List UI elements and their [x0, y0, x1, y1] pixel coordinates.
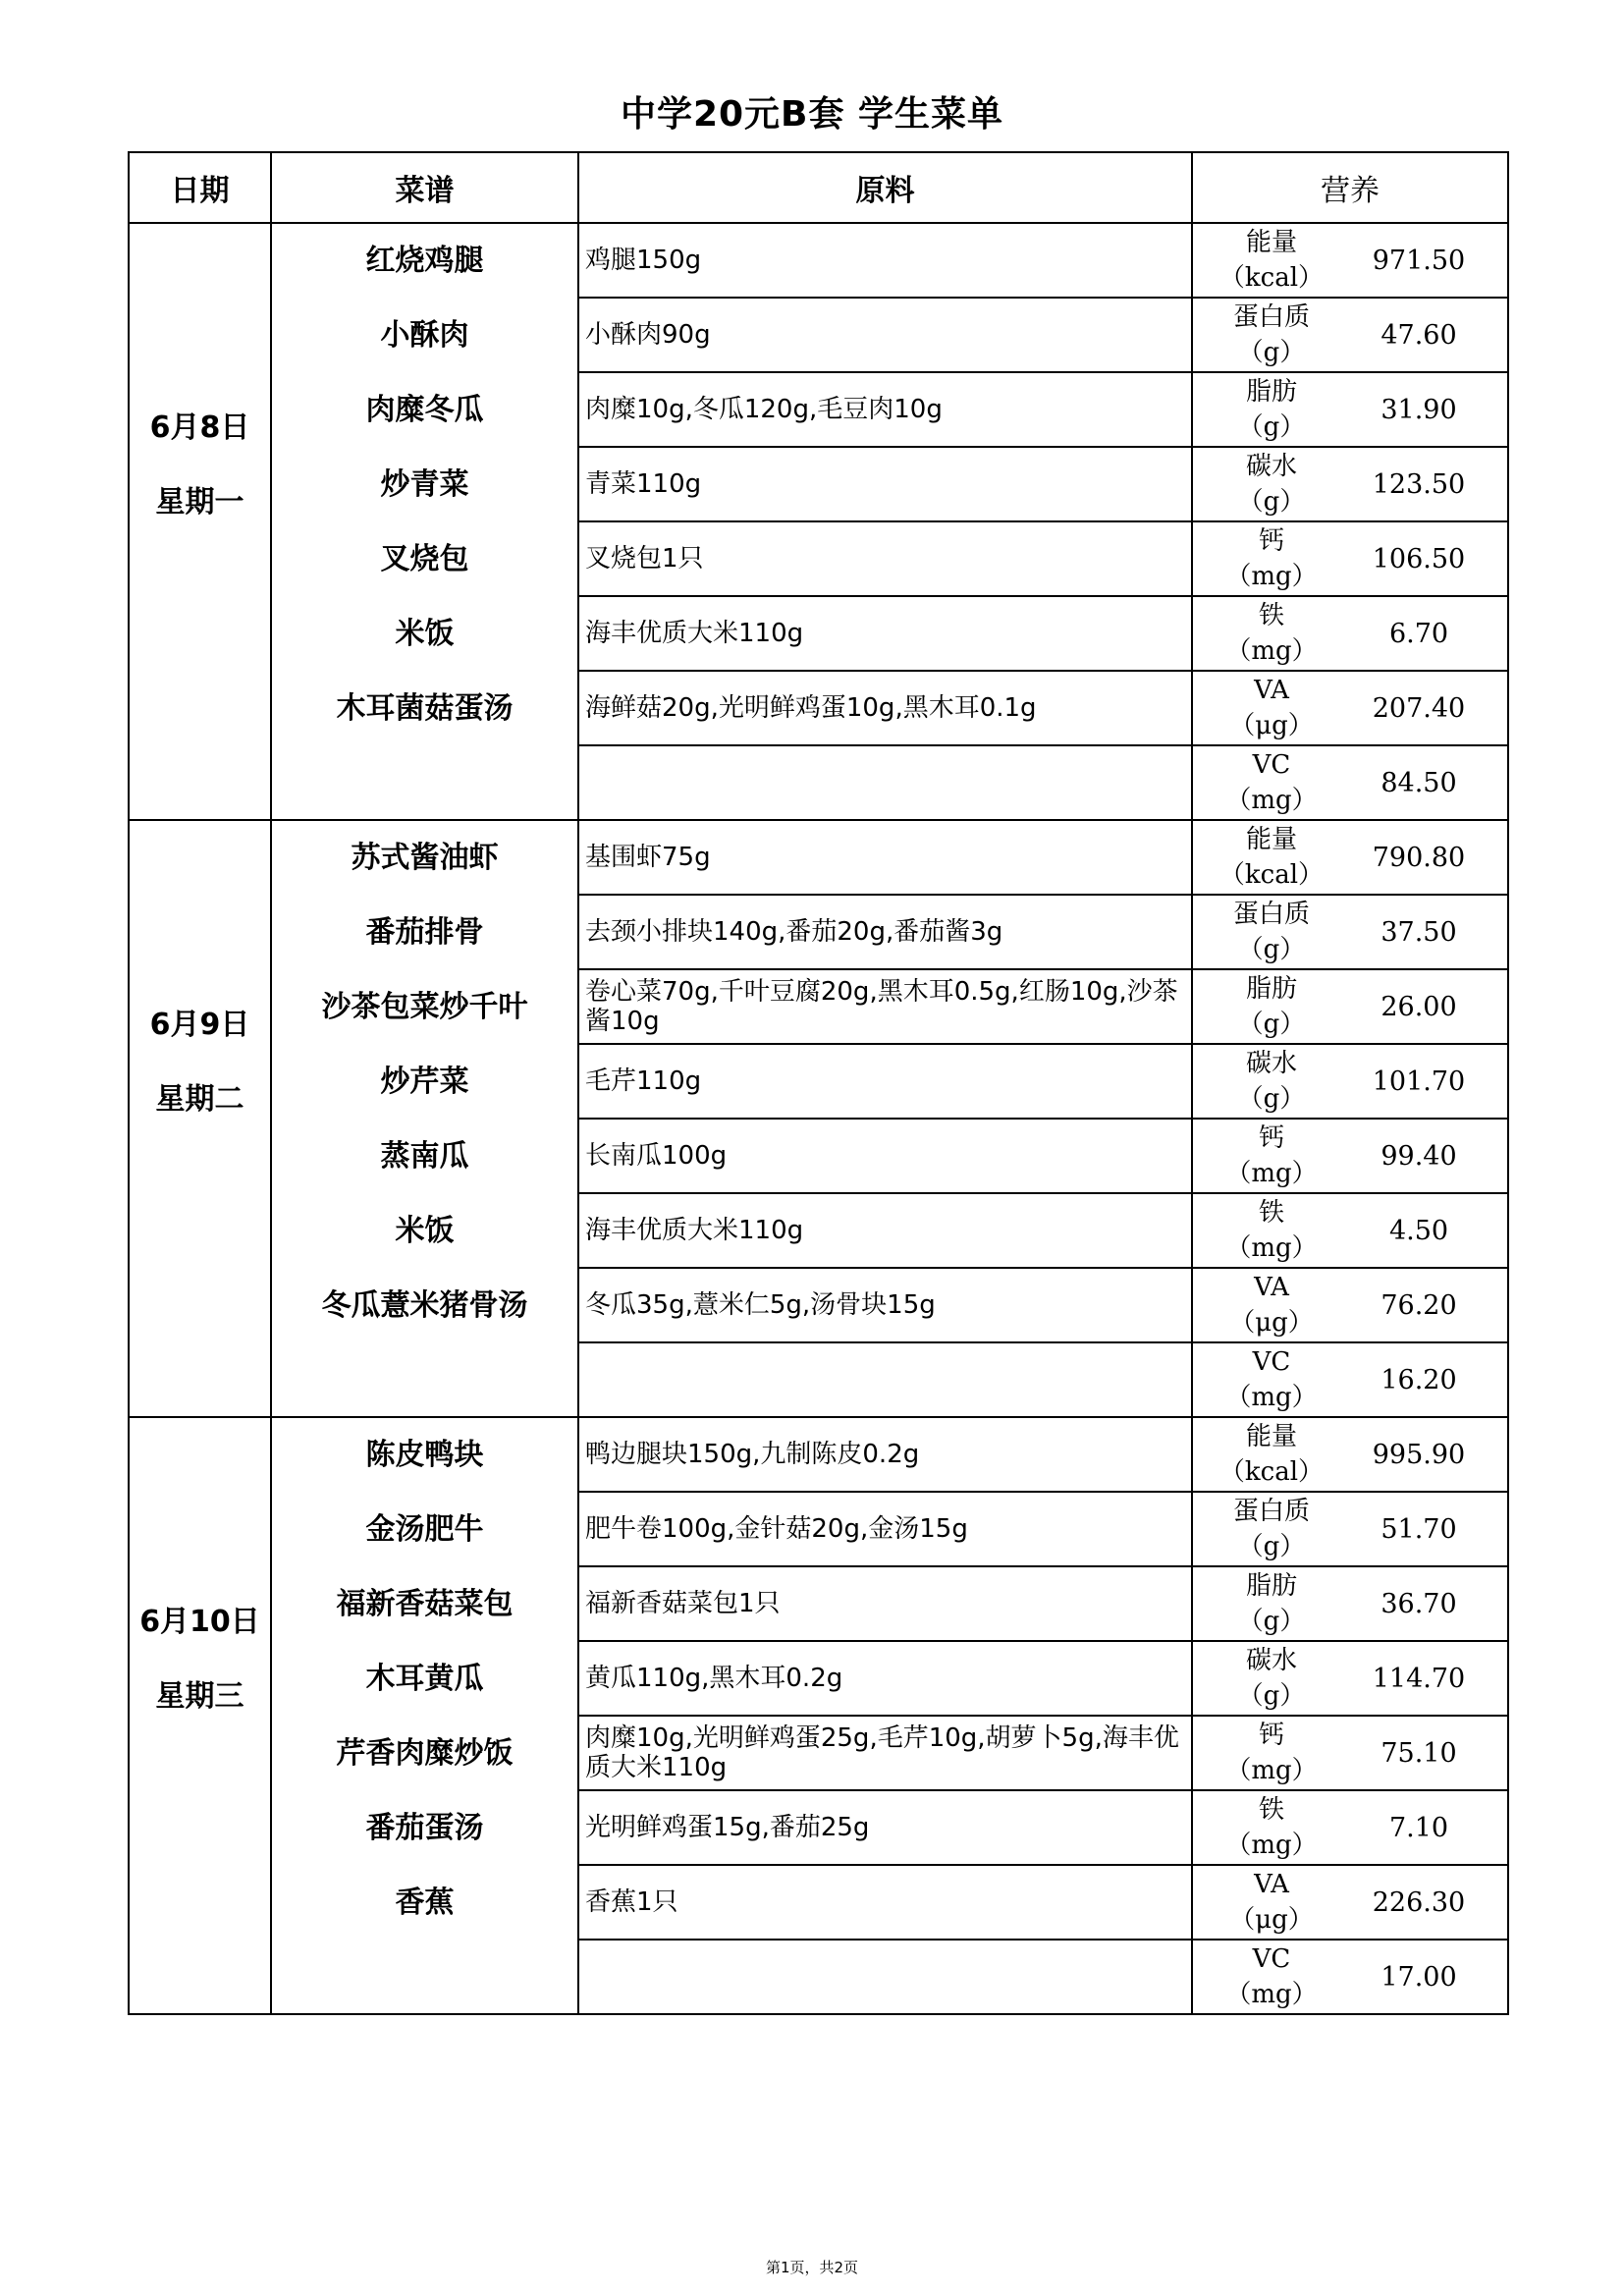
nutrition-cell: [1192, 820, 1508, 1417]
ingredient-row: 叉烧包1只: [579, 522, 1191, 597]
ingredients-cell: [578, 820, 1192, 1417]
nutrient-name: 碳水: [1245, 1049, 1297, 1078]
nutrient-name: VA: [1254, 1870, 1289, 1899]
nutrient-label: [1193, 449, 1350, 519]
menu-body: [129, 223, 1508, 2014]
nutrient-label: [1193, 971, 1350, 1042]
date-cell: [129, 820, 271, 1417]
dish-cell: [271, 820, 578, 1417]
nutrient-value: 84.50: [1380, 767, 1457, 798]
date-cell: [129, 223, 271, 820]
ingredients-cell: [578, 1417, 1192, 2014]
table-header-row: [129, 152, 1508, 223]
nutrient-unit: （kcal）: [1218, 860, 1325, 890]
nutrition-row: [1193, 1493, 1507, 1567]
nutrient-label: [1193, 673, 1350, 743]
nutrient-label: [1193, 1344, 1350, 1415]
nutrient-label: [1193, 1792, 1350, 1863]
nutrient-value: 75.10: [1380, 1737, 1457, 1769]
nutrient-label: [1193, 1046, 1350, 1117]
dish-cell: [271, 223, 578, 820]
nutrition-row: [1193, 896, 1507, 970]
dish-name: 苏式酱油虾: [351, 841, 499, 875]
weekday-label: 星期一: [155, 485, 244, 519]
ingredient-row: 毛芹110g: [579, 1045, 1191, 1120]
nutrient-name: VC: [1252, 1347, 1291, 1377]
nutrient-name: 碳水: [1245, 1646, 1297, 1675]
ingredients-cell: [578, 223, 1192, 820]
nutrient-name: VC: [1252, 1944, 1291, 1974]
dish-name: 小酥肉: [380, 318, 469, 353]
nutrient-label: [1193, 1643, 1350, 1714]
menu-table: [128, 151, 1509, 2015]
nutrition-row: [1193, 1418, 1507, 1493]
nutrient-label: [1193, 1568, 1350, 1639]
dish-name: 陈皮鸭块: [365, 1438, 484, 1472]
nutrient-value: 207.40: [1372, 692, 1466, 724]
nutrient-name: 蛋白质: [1232, 302, 1310, 332]
nutrition-row: [1193, 1045, 1507, 1120]
nutrition-row: [1193, 299, 1507, 373]
page-footer: 第1页，共2页: [765, 2259, 859, 2276]
ingredient-row: 肥牛卷100g,金针菇20g,金汤15g: [579, 1493, 1191, 1567]
nutrition-row: [1193, 672, 1507, 746]
nutrition-row: [1193, 1717, 1507, 1791]
nutrition-row: [1193, 1866, 1507, 1941]
date-label: 6月8日: [149, 410, 250, 445]
ingredient-row: 青菜110g: [579, 448, 1191, 522]
nutrient-unit: （μg）: [1229, 711, 1314, 740]
ingredient-row: 基围虾75g: [579, 821, 1191, 896]
nutrient-label: [1193, 1941, 1350, 2012]
ingredient-row: [579, 1343, 1191, 1416]
nutrient-label: [1193, 1270, 1350, 1340]
nutrient-unit: （mg）: [1225, 1980, 1318, 2009]
nutrient-value: 26.00: [1380, 991, 1457, 1022]
nutrient-unit: （mg）: [1225, 786, 1318, 815]
nutrient-label: [1193, 1494, 1350, 1564]
ingredient-row: 海鲜菇20g,光明鲜鸡蛋10g,黑木耳0.1g: [579, 672, 1191, 746]
ingredient-row: 冬瓜35g,薏米仁5g,汤骨块15g: [579, 1269, 1191, 1343]
date-label: 6月10日: [139, 1605, 260, 1639]
nutrient-unit: （mg）: [1225, 1159, 1318, 1188]
nutrient-value: 790.80: [1372, 842, 1466, 873]
nutrition-row: [1193, 522, 1507, 597]
nutrient-name: 能量: [1245, 1422, 1297, 1451]
nutrient-name: VA: [1254, 1273, 1289, 1302]
nutrient-name: 脂肪: [1245, 974, 1297, 1004]
nutrient-unit: （mg）: [1225, 1383, 1318, 1412]
nutrient-value: 17.00: [1380, 1961, 1457, 1993]
ingredient-row: 黄瓜110g,黑木耳0.2g: [579, 1642, 1191, 1717]
nutrient-value: 4.50: [1388, 1215, 1449, 1246]
nutrient-value: 36.70: [1380, 1588, 1457, 1619]
nutrition-row: [1193, 1120, 1507, 1194]
nutrient-name: 碳水: [1245, 452, 1297, 481]
page-title: 中学20元B套 学生菜单: [620, 94, 1004, 135]
nutrient-label: [1193, 598, 1350, 669]
ingredient-row: 小酥肉90g: [579, 299, 1191, 373]
dish-name: 蒸南瓜: [380, 1139, 469, 1174]
nutrient-unit: （g）: [1237, 1681, 1306, 1711]
ingredient-row: [579, 746, 1191, 819]
ingredient-row: 福新香菇菜包1只: [579, 1567, 1191, 1642]
nutrient-value: 123.50: [1372, 468, 1466, 500]
nutrient-value: 114.70: [1372, 1663, 1466, 1694]
dish-name: 番茄蛋汤: [365, 1811, 484, 1845]
ingredient-row: 肉糜10g,光明鲜鸡蛋25g,毛芹10g,胡萝卜5g,海丰优质大米110g: [579, 1717, 1191, 1791]
nutrition-cell: [1192, 1417, 1508, 2014]
nutrient-value: 16.20: [1380, 1364, 1457, 1395]
day-row: [129, 223, 1508, 820]
dish-name: 福新香菇菜包: [336, 1587, 514, 1621]
nutrition-row: [1193, 970, 1507, 1045]
dish-name: 叉烧包: [380, 542, 469, 576]
day-row: [129, 1417, 1508, 2014]
ingredient-row: [579, 1941, 1191, 2013]
nutrient-value: 99.40: [1380, 1140, 1457, 1172]
nutrient-name: 能量: [1245, 228, 1297, 257]
nutrient-value: 995.90: [1372, 1439, 1466, 1470]
dish-name: 冬瓜薏米猪骨汤: [321, 1288, 528, 1323]
nutrition-row: [1193, 746, 1507, 819]
nutrient-value: 971.50: [1372, 245, 1466, 276]
nutrient-value: 101.70: [1372, 1066, 1466, 1097]
nutrient-label: [1193, 897, 1350, 967]
ingredient-row: 去颈小排块140g,番茄20g,番茄酱3g: [579, 896, 1191, 970]
nutrient-unit: （mg）: [1225, 1233, 1318, 1263]
header-dish: 菜谱: [271, 152, 578, 223]
nutrient-value: 106.50: [1372, 543, 1466, 574]
nutrition-row: [1193, 1343, 1507, 1416]
nutrient-name: 铁: [1258, 1795, 1284, 1825]
nutrition-row: [1193, 597, 1507, 672]
nutrient-unit: （g）: [1237, 1010, 1306, 1039]
ingredient-row: 香蕉1只: [579, 1866, 1191, 1941]
ingredient-row: 海丰优质大米110g: [579, 597, 1191, 672]
ingredient-row: 光明鲜鸡蛋15g,番茄25g: [579, 1791, 1191, 1866]
day-row: [129, 820, 1508, 1417]
nutrient-label: [1193, 1195, 1350, 1266]
nutrient-unit: （mg）: [1225, 636, 1318, 666]
nutrient-label: [1193, 523, 1350, 594]
nutrient-unit: （g）: [1237, 935, 1306, 964]
nutrient-label: [1193, 374, 1350, 445]
nutrient-value: 47.60: [1380, 319, 1457, 351]
nutrient-unit: （kcal）: [1218, 263, 1325, 293]
nutrient-unit: （kcal）: [1218, 1457, 1325, 1487]
nutrient-value: 226.30: [1372, 1886, 1466, 1918]
nutrition-row: [1193, 224, 1507, 299]
ingredient-row: 海丰优质大米110g: [579, 1194, 1191, 1269]
nutrition-row: [1193, 1941, 1507, 2013]
dish-name: 米饭: [395, 617, 455, 651]
nutrient-name: 钙: [1258, 526, 1284, 556]
nutrition-row: [1193, 373, 1507, 448]
nutrient-label: [1193, 225, 1350, 296]
nutrient-name: 钙: [1258, 1721, 1284, 1750]
ingredient-row: 卷心菜70g,千叶豆腐20g,黑木耳0.5g,红肠10g,沙茶酱10g: [579, 970, 1191, 1045]
nutrient-unit: （mg）: [1225, 1831, 1318, 1860]
nutrient-label: [1193, 1867, 1350, 1938]
dish-name: 沙茶包菜炒千叶: [321, 990, 528, 1024]
nutrient-label: [1193, 822, 1350, 893]
nutrient-value: 37.50: [1380, 916, 1457, 948]
dish-name: 木耳菌菇蛋汤: [336, 691, 514, 726]
nutrition-row: [1193, 1269, 1507, 1343]
dish-name: 番茄排骨: [365, 915, 484, 950]
dish-name: 芹香肉糜炒饭: [336, 1736, 514, 1771]
nutrient-unit: （g）: [1237, 412, 1306, 442]
nutrient-name: 钙: [1258, 1123, 1284, 1153]
nutrient-label: [1193, 1121, 1350, 1191]
dish-cell: [271, 1417, 578, 2014]
nutrition-row: [1193, 1791, 1507, 1866]
nutrition-row: [1193, 1194, 1507, 1269]
nutrition-row: [1193, 1642, 1507, 1717]
nutrient-name: 脂肪: [1245, 1571, 1297, 1601]
nutrition-row: [1193, 448, 1507, 522]
dish-name: 肉糜冬瓜: [365, 393, 484, 427]
nutrient-unit: （g）: [1237, 1532, 1306, 1561]
nutrient-label: [1193, 1419, 1350, 1490]
date-label: 6月9日: [149, 1008, 250, 1042]
ingredient-row: 鸭边腿块150g,九制陈皮0.2g: [579, 1418, 1191, 1493]
nutrient-value: 6.70: [1388, 618, 1449, 649]
nutrient-value: 76.20: [1380, 1289, 1457, 1321]
nutrient-value: 7.10: [1388, 1812, 1449, 1843]
dish-name: 香蕉: [395, 1886, 455, 1920]
nutrient-unit: （mg）: [1225, 1756, 1318, 1785]
dish-name: 金汤肥牛: [365, 1512, 484, 1547]
nutrient-label: [1193, 747, 1350, 818]
nutrient-value: 51.70: [1380, 1513, 1457, 1545]
nutrient-name: 铁: [1258, 1198, 1284, 1228]
nutrient-name: VC: [1252, 750, 1291, 780]
nutrient-unit: （mg）: [1225, 562, 1318, 591]
header-ingredients: 原料: [578, 152, 1192, 223]
nutrition-row: [1193, 821, 1507, 896]
nutrition-cell: [1192, 223, 1508, 820]
nutrient-name: 脂肪: [1245, 377, 1297, 407]
nutrient-unit: （g）: [1237, 1084, 1306, 1114]
dish-name: 炒青菜: [380, 467, 469, 502]
nutrient-label: [1193, 300, 1350, 370]
ingredient-row: 鸡腿150g: [579, 224, 1191, 299]
weekday-label: 星期三: [155, 1679, 244, 1714]
nutrient-value: 31.90: [1380, 394, 1457, 425]
ingredient-row: 长南瓜100g: [579, 1120, 1191, 1194]
dish-name: 红烧鸡腿: [365, 244, 484, 278]
nutrient-label: [1193, 1718, 1350, 1788]
header-date: 日期: [129, 152, 271, 223]
nutrient-unit: （μg）: [1229, 1905, 1314, 1935]
nutrient-unit: （g）: [1237, 487, 1306, 517]
nutrient-name: 铁: [1258, 601, 1284, 630]
nutrition-row: [1193, 1567, 1507, 1642]
nutrient-name: 蛋白质: [1232, 900, 1310, 929]
header-nutrition: 营养: [1192, 152, 1508, 223]
nutrient-unit: （μg）: [1229, 1308, 1314, 1338]
nutrient-name: VA: [1254, 676, 1289, 705]
nutrient-unit: （g）: [1237, 338, 1306, 367]
nutrient-unit: （g）: [1237, 1607, 1306, 1636]
weekday-label: 星期二: [155, 1082, 244, 1117]
date-cell: [129, 1417, 271, 2014]
dish-name: 木耳黄瓜: [365, 1662, 484, 1696]
dish-name: 炒芹菜: [380, 1065, 469, 1099]
nutrient-name: 能量: [1245, 825, 1297, 854]
dish-name: 米饭: [395, 1214, 455, 1248]
nutrient-name: 蛋白质: [1232, 1497, 1310, 1526]
ingredient-row: 肉糜10g,冬瓜120g,毛豆肉10g: [579, 373, 1191, 448]
